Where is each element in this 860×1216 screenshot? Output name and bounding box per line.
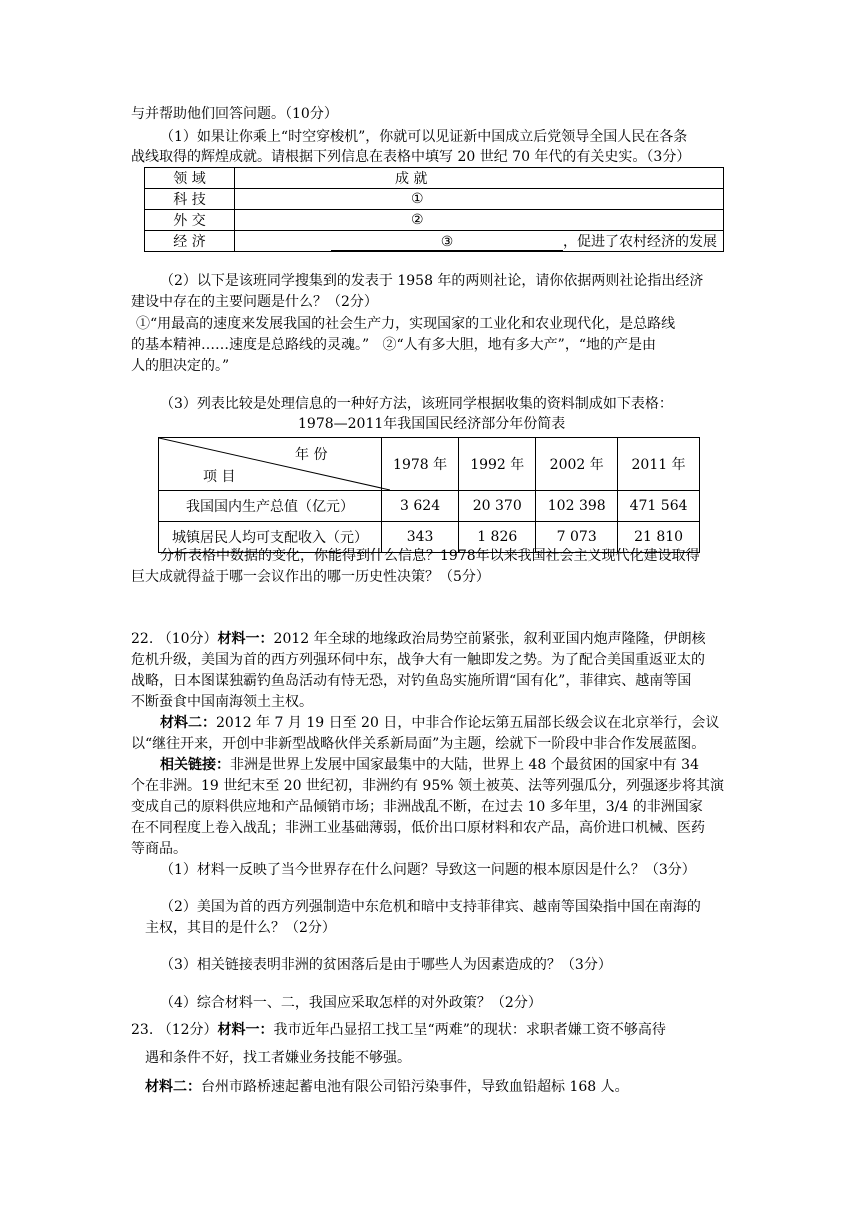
q3-table-title: 1978—2011年我国国民经济部分年份简表 bbox=[298, 416, 566, 432]
q23-label: 23. （12分） bbox=[131, 1022, 218, 1038]
diagonal-line bbox=[159, 438, 390, 490]
table-cell: 7 073 bbox=[536, 522, 618, 553]
q22-material1-line2: 危机升级，美国为首的西方列强环伺中东，战争大有一触即发之势。为了配合美国重返亚太的 bbox=[131, 652, 705, 668]
q22-sub4: （4）综合材料一、二，我国应采取怎样的对外政策？（2分） bbox=[160, 995, 542, 1011]
q23-material1-line1: 我市近年凸显招工找工呈“两难”的现状：求职者嫌工资不够高待 bbox=[273, 1022, 666, 1038]
q22-link-line2: 个在非洲。19 世纪末至 20 世纪初，非洲约有 95% 领土被英、法等列强瓜分，列强逐步将其演 bbox=[131, 778, 724, 794]
q23-material2-label: 材料二： bbox=[145, 1079, 201, 1095]
answer-blank-1: ① bbox=[235, 189, 724, 210]
q22-material2-line2: 以“继往开来，开创中非新型战略伙伴关系新局面”为主题，绘就下一阶段中非合作发展蓝图。 bbox=[131, 736, 706, 752]
q22-material1-line1: 2012 年全球的地缘政治局势空前紧张，叙利亚国内炮声隆隆，伊朗核 bbox=[273, 631, 706, 647]
year-header: 1978 年 bbox=[382, 438, 459, 491]
table-row bbox=[145, 189, 724, 210]
q2-line2: 建设中存在的主要问题是什么？（2分） bbox=[131, 294, 378, 310]
q3-analysis2: 巨大成就得益于哪一会议作出的哪一历史性决策？（5分） bbox=[131, 569, 490, 585]
table-cell: 20 370 bbox=[459, 491, 536, 522]
table-cell: 21 810 bbox=[618, 522, 700, 553]
q22-label: 22. （10分） bbox=[131, 631, 218, 647]
table-cell-field: 科 技 bbox=[145, 189, 235, 210]
table-header-field: 领 域 bbox=[145, 168, 235, 189]
q22-link-label: 相关链接： bbox=[160, 757, 230, 773]
answer-blank-3: ③ bbox=[331, 234, 563, 251]
table-cell: 102 398 bbox=[536, 491, 618, 522]
year-header: 2002 年 bbox=[536, 438, 618, 491]
q1-line1: （1）如果让你乘上“时空穿梭机”，你就可以见证新中国成立后党领导全国人民在各条 bbox=[160, 129, 688, 145]
table-header-achievement: 成 就 bbox=[235, 168, 724, 189]
q22-sub2a: （2）美国为首的西方列强制造中东危机和暗中支持菲律宾、越南等国染指中国在南海的 bbox=[160, 899, 701, 915]
answer-blank-2: ② bbox=[235, 210, 724, 231]
q22-material2-line1: 2012 年 7 月 19 日至 20 日，中非合作论坛第五届部长级会议在北京举行，会议 bbox=[216, 715, 720, 731]
year-header: 2011 年 bbox=[618, 438, 700, 491]
q22-link-line3: 变成自己的原料供应地和产品倾销市场；非洲战乱不断，在过去 10 多年里，3/4 的非洲国家 bbox=[131, 799, 703, 815]
achievement-table bbox=[144, 167, 724, 252]
year-header: 1992 年 bbox=[459, 438, 536, 491]
table-cell-field: 外 交 bbox=[145, 210, 235, 231]
table-cell: 471 564 bbox=[618, 491, 700, 522]
table-row bbox=[159, 491, 700, 522]
q2-line1: （2）以下是该班同学搜集到的发表于 1958 年的两则社论，请你依据两则社论指出经济 bbox=[160, 273, 704, 289]
corner-year-label: 年 份 bbox=[295, 447, 328, 463]
q3-line1: （3）列表比较是处理信息的一种好方法，该班同学根据收集的资料制成如下表格： bbox=[160, 396, 673, 412]
q22-link-line4: 在不同程度上卷入战乱；非洲工业基础薄弱，低价出口原材料和农产品，高价进口机械、医药 bbox=[131, 820, 705, 836]
table-cell: 3 624 bbox=[382, 491, 459, 522]
q23-material1-label: 材料一： bbox=[217, 1022, 274, 1038]
corner-item-label: 项 目 bbox=[203, 469, 236, 485]
table-cell: 1 826 bbox=[459, 522, 536, 553]
q22-sub1: （1）材料一反映了当今世界存在什么问题？导致这一问题的根本原因是什么？（3分） bbox=[160, 862, 696, 878]
table-corner-cell bbox=[159, 438, 382, 491]
q1-line2: 战线取得的辉煌成就。请根据下列信息在表格中填写 20 世纪 70 年代的有关史实。（3分） bbox=[131, 149, 691, 165]
q23-material1-line2: 遇和条件不好，找工者嫌业务技能不够强。 bbox=[145, 1050, 411, 1066]
economy-suffix: ，促进了农村经济的发展 bbox=[563, 234, 717, 250]
q3-analysis1: 分析表格中数据的变化，你能得到什么信息？1978年以来我国社会主义现代化建设取得 bbox=[160, 548, 700, 564]
q22-material2-label: 材料二： bbox=[160, 715, 216, 731]
economy-table bbox=[158, 437, 700, 553]
q22-sub2b: 主权，其目的是什么？（2分） bbox=[145, 920, 336, 936]
q2-quote2: 的基本精神……速度是总路线的灵魂。” ②“人有多大胆，地有多大产”，“地的产是由 bbox=[131, 337, 656, 353]
table-cell-field: 经 济 bbox=[145, 231, 235, 252]
q2-quote1: ①“用最高的速度来发展我国的社会生产力，实现国家的工业化和农业现代化，是总路线 bbox=[136, 316, 676, 332]
intro-line: 与并帮助他们回答问题。（10分） bbox=[131, 106, 338, 122]
q2-quote3: 人的胆决定的。” bbox=[131, 358, 230, 374]
row-label: 我国国内生产总值（亿元） bbox=[159, 491, 382, 522]
q22-sub3: （3）相关链接表明非洲的贫困落后是由于哪些人为因素造成的？（3分） bbox=[160, 957, 612, 973]
q23-material2-line1: 台州市路桥速起蓄电池有限公司铅污染事件，导致血铅超标 168 人。 bbox=[201, 1079, 629, 1095]
q22-link-line1: 非洲是世界上发展中国家最集中的大陆，世界上 48 个最贫困的国家中有 34 bbox=[230, 757, 699, 773]
table-row bbox=[145, 210, 724, 231]
q22-link-line5: 等商品。 bbox=[131, 841, 187, 857]
q22-material1-line3: 战略，日本图谋独霸钓鱼岛活动有恃无恐，对钓鱼岛实施所谓“国有化”，菲律宾、越南等国 bbox=[131, 673, 692, 689]
row-label: 城镇居民人均可支配收入（元） bbox=[159, 522, 382, 553]
q22-material1-label: 材料一： bbox=[217, 631, 274, 647]
table-cell: 343 bbox=[382, 522, 459, 553]
table-row bbox=[145, 231, 724, 252]
q22-material1-line4: 不断蚕食中国南海领土主权。 bbox=[131, 694, 313, 710]
